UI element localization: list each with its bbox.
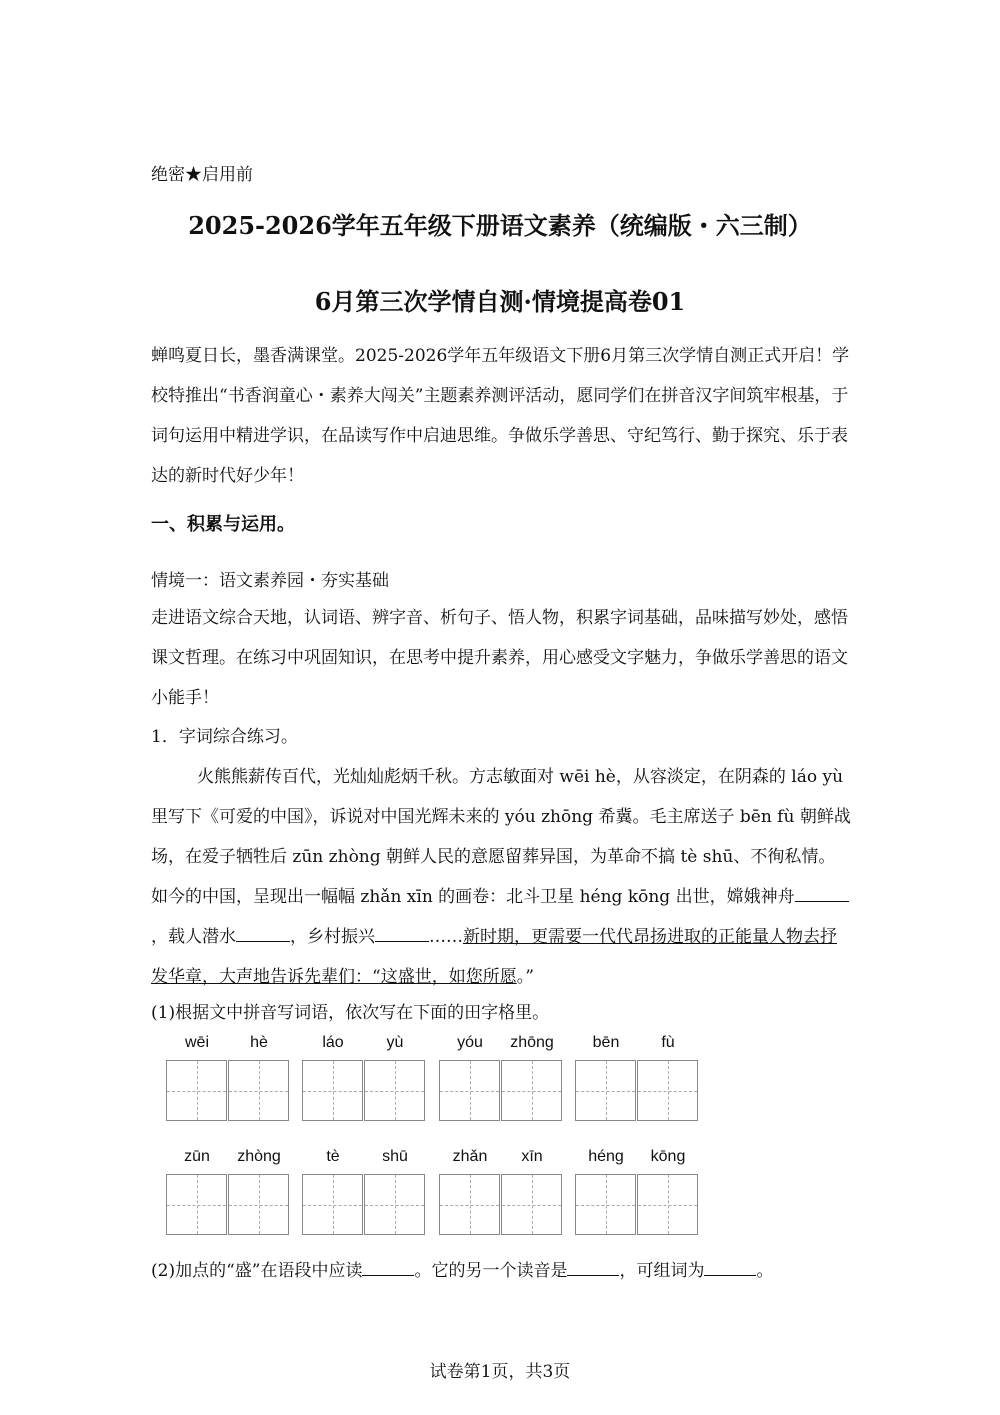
context-title: 情境一：语文素养园・夯实基础 xyxy=(151,571,389,591)
tianzige-box[interactable] xyxy=(637,1174,698,1235)
tianzige-box[interactable] xyxy=(302,1174,363,1235)
pinyin-label: wēi xyxy=(184,1034,209,1051)
pinyin-label: héng xyxy=(588,1148,624,1165)
answer-blank[interactable] xyxy=(375,926,429,942)
pinyin-label: yóu xyxy=(457,1034,483,1051)
exam-title: 2025-2026学年五年级下册语文素养（统编版・六三制） xyxy=(188,211,812,240)
answer-blank[interactable] xyxy=(236,926,290,942)
tianzige-box[interactable] xyxy=(575,1174,636,1235)
context-body: 走进语文综合天地，认词语、辨字音、析句子、悟人物，积累字词基础，品味描写妙处，感悟课文哲理。在练习中巩固知识，在思考中提升素养，用心感受文字魅力，争做乐学善思的语文小能手！ xyxy=(151,608,848,708)
tianzige-box[interactable] xyxy=(364,1060,425,1121)
answer-blank[interactable] xyxy=(362,1260,414,1276)
tianzige-box[interactable] xyxy=(166,1060,227,1121)
pinyin-label: zūn xyxy=(184,1148,210,1165)
tianzige-box[interactable] xyxy=(501,1060,562,1121)
tianzige-box[interactable] xyxy=(228,1060,289,1121)
sub-question-2: (2)加点的“盛”在语段中应读 。它的另一个读音是 ，可组词为 。 xyxy=(151,1261,774,1281)
sub-question-1: (1)根据文中拼音写词语，依次写在下面的田字格里。 xyxy=(151,1003,550,1023)
intro-paragraph: 蝉鸣夏日长，墨香满课堂。2025-2026学年五年级语文下册6月第三次学情自测正式开启！学校特推出“书香润童心・素养大闯关”主题素养测评活动，愿同学们在拼音汉字间筑牢根基，于词句运用中精进学识，在品读写作中启迪思维。争做乐学善思、守纪笃行、勤于探究、乐于表达的新时代好少年！ xyxy=(151,346,850,486)
tianzige-box[interactable] xyxy=(575,1060,636,1121)
tianzige-box[interactable] xyxy=(166,1174,227,1235)
tianzige-box[interactable] xyxy=(228,1174,289,1235)
tianzige-box[interactable] xyxy=(364,1174,425,1235)
answer-blank[interactable] xyxy=(704,1260,756,1276)
section-heading: 一、积累与运用。 xyxy=(151,514,295,535)
pinyin-label: shū xyxy=(382,1148,408,1165)
pinyin-label: xīn xyxy=(521,1148,543,1165)
pinyin-label: láo xyxy=(322,1034,344,1051)
page-footer: 试卷第1页，共3页 xyxy=(429,1362,571,1382)
pinyin-label: yù xyxy=(386,1034,404,1051)
pinyin-label: bēn xyxy=(592,1034,620,1051)
pinyin-label: fù xyxy=(661,1034,675,1051)
pinyin-label: zhōng xyxy=(510,1034,554,1051)
tianzige-box[interactable] xyxy=(637,1060,698,1121)
question-1-passage: 火熊熊薪传百代，光灿灿彪炳千秋。方志敏面对 wēi hè，从容淡定，在阴森的 láo yù 里写下《可爱的中国》，诉说对中国光辉未来的 yóu zhōng 希冀。毛主席送子 bēn fù 朝鲜战场，在爱子牺牲后 zūn zhòng 朝鲜人民的意愿留葬异国，为革命不搞 tè shū、不徇私情。如今的中国，呈现出一幅幅 zhǎn xīn 的画卷：北斗卫星 héng kōng 出世，嫦娥神舟，载人潜水 ，乡村振兴 ……新时期，更需要一代代昂扬进取的正能量人物去抒发华章，大声地告诉先辈们：“这盛世，如您所愿。” xyxy=(151,767,851,987)
pinyin-label: zhòng xyxy=(237,1148,281,1165)
question-1-label: 1．字词综合练习。 xyxy=(151,727,298,747)
pinyin-label: tè xyxy=(326,1148,340,1165)
pinyin-label: kōng xyxy=(650,1148,686,1165)
answer-blank[interactable] xyxy=(567,1260,619,1276)
secret-mark: 绝密★启用前 xyxy=(151,165,253,185)
tianzige-box[interactable] xyxy=(501,1174,562,1235)
tianzige-box[interactable] xyxy=(439,1174,500,1235)
tianzige-box[interactable] xyxy=(302,1060,363,1121)
pinyin-label: hè xyxy=(250,1034,268,1051)
answer-blank[interactable] xyxy=(795,886,849,902)
pinyin-label: zhǎn xyxy=(452,1148,488,1165)
underlined-sentence: 新时期，更需要一代代昂扬进取的正能量人物去抒发华章，大声地告诉先辈们：“这盛世，如您所愿 xyxy=(151,927,837,987)
exam-subtitle: 6月第三次学情自测·情境提高卷01 xyxy=(314,287,686,316)
tianzige-box[interactable] xyxy=(439,1060,500,1121)
